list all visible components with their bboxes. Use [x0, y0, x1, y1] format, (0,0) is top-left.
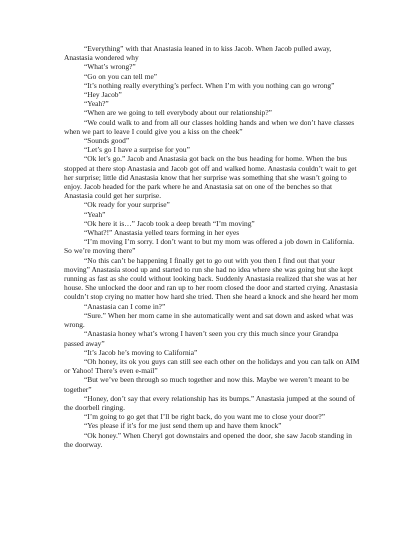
paragraph: “Hey Jacob”	[84, 90, 122, 100]
paragraph: “Sure.” When her mom came in she automatically went and sat down and asked what was wrong.	[64, 310, 354, 330]
paragraph: “It’s Jacob he’s moving to California”	[84, 347, 198, 357]
paragraph: “Yeah”	[84, 209, 106, 219]
paragraph: “Everything” with that Anastasia leaned in to kiss Jacob. When Jacob pulled away, Anastasia wondered why	[64, 44, 332, 63]
paragraph: “Honey, don’t say that every relationship has its bumps.” Anastasia jumped at the sound of the doorbell ringing.	[64, 393, 356, 412]
paragraph: “Ok here it is…” Jacob took a deep breath “I’m moving”	[84, 218, 255, 228]
paragraph: “What’s wrong?”	[84, 62, 136, 72]
paragraph: “Sounds good”	[84, 136, 130, 146]
paragraph: “When are we going to tell everybody about our relationship?”	[84, 108, 272, 118]
paragraph: “We could walk to and from all our classes holding hands and when we don’t have classes when we part to leave I could give you a kiss on the cheek”	[64, 117, 355, 136]
paragraph: “No this can’t be happening I finally get to go out with you then I find out that your moving” Anastasia stood up and started to run she had no idea where she was going but she kept running as fast as she could without looking back. Suddenly Anastasia realized that she was at her house. She unlocked the door and ran up to her room closed the door and started crying. Anastasia couldn’t stop crying no matter how hard she tried. Then she heard a knock and she heard her mom	[64, 255, 359, 302]
paragraph: “It’s nothing really everything’s perfect. When I’m with you nothing can go wrong”	[84, 80, 335, 90]
paragraph: “Yes please if it’s for me just send them up and have them knock”	[84, 421, 282, 431]
paragraph: “Oh honey, its ok you guys can still see each other on the holidays and you can talk on AIM or Yahoo! There’s even e-mail”	[64, 356, 360, 376]
paragraph: “Ok ready for your surprise”	[84, 200, 170, 210]
paragraph: “What?!” Anastasia yelled tears forming in her eyes	[84, 228, 240, 238]
paragraph: “I’m moving I’m sorry. I don’t want to but my mom was offered a job down in California. So we’re moving there”	[64, 237, 355, 256]
paragraph: “Ok let’s go.” Jacob and Anastasia got back on the bus heading for home. When the bus stopped at there stop Anastasia and Jacob got off and walked home. Anastasia couldn’t wait to get her surprise; little did Anastasia know that her surprise was something that she wasn’t going to enjoy. Jacob headed for the park where he and Anastasia sat on one of the benches so that Anastasia could get her surprise.	[64, 154, 357, 201]
paragraph: “Yeah?”	[84, 99, 109, 109]
paragraph: “Go on you can tell me”	[84, 71, 158, 81]
paragraph: “Anastasia honey what’s wrong I haven’t seen you cry this much since your Grandpa passed away”	[64, 329, 339, 348]
paragraph: “Ok honey.” When Cheryl got downstairs and opened the door, she saw Jacob standing in the doorway.	[64, 430, 352, 449]
paragraph: “But we’ve been through so much together and now this. Maybe we weren’t meant to be together”	[64, 375, 350, 394]
paragraph: “Anastasia can I come in?”	[84, 301, 166, 311]
paragraph: “I’m going to go get that I’ll be right back, do you want me to close your door?”	[84, 412, 326, 422]
paragraph: “Let’s go I have a surprise for you”	[84, 145, 190, 155]
